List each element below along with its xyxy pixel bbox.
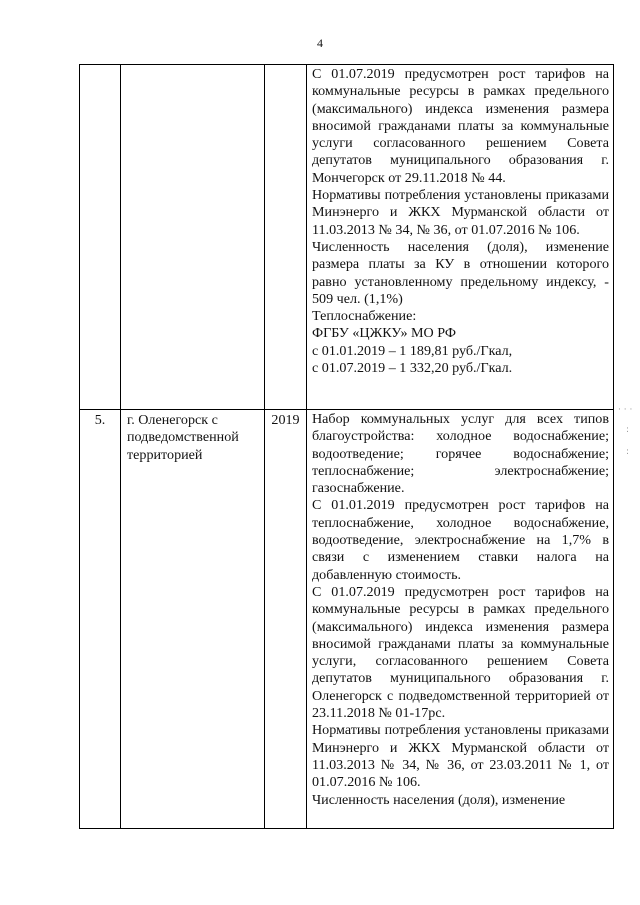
paragraph: с 01.01.2019 – 1 189,81 руб./Гкал, <box>312 342 513 359</box>
paragraph: Численность населения (доля), изменение размера платы за КУ в отношении которого равно установленному предельному индексу, - 509 чел. (1,1%) <box>312 238 609 307</box>
settlement-cell: г. Оленегорск с подведомственной территорией <box>121 410 265 829</box>
scan-mark: · · · <box>618 405 633 415</box>
scan-mark: : <box>626 425 630 435</box>
paragraph: Нормативы потребления установлены приказами Минэнерго и ЖКХ Мурманской области от 11.03.2013 № 34, № 36, от 01.07.2016 № 106. <box>312 187 609 238</box>
paragraph: С 01.07.2019 предусмотрен рост тарифов на коммунальные ресурсы в рамках предельного (максимального) индекса изменения размера вносимой гражданами платы за коммунальные услуги согласованного решением Совета депутатов муниципального образования г. Мончегорск от 29.11.2018 № 44. <box>312 66 609 186</box>
paragraph: Набор коммунальных услуг для всех типов благоустройства: холодное водоснабжение; водоотведение; горячее водоснабжение; теплоснабжение; электроснабжение; газоснабжение. <box>312 411 609 497</box>
scan-mark: : <box>626 447 630 457</box>
paragraph: С 01.01.2019 предусмотрен рост тарифов на теплоснабжение, холодное водоснабжение, водоотведение, электроснабжение на 1,7% в связи с изменением ставки налога на добавленную стоимость. <box>312 497 609 583</box>
table-row <box>80 65 614 410</box>
row-number-cell <box>80 65 121 410</box>
paragraph: Численность населения (доля), изменение <box>312 791 566 808</box>
paragraph: Теплоснабжение: <box>312 308 417 325</box>
year-cell: 2019 <box>265 410 307 829</box>
settlement-cell <box>121 65 265 410</box>
description-cell <box>307 410 614 829</box>
paragraph: Нормативы потребления установлены приказами Минэнерго и ЖКХ Мурманской области от 11.03.2013 № 34, № 36, от 23.03.2011 № 1, от 01.07.2016 № 106. <box>312 722 609 791</box>
page-number: 4 <box>317 36 323 50</box>
description-cell <box>307 65 614 410</box>
year-cell <box>265 65 307 410</box>
paragraph: с 01.07.2019 – 1 332,20 руб./Гкал. <box>312 360 513 377</box>
tariff-table <box>79 64 614 829</box>
paragraph: ФГБУ «ЦЖКУ» МО РФ <box>312 325 456 342</box>
paragraph: С 01.07.2019 предусмотрен рост тарифов на коммунальные ресурсы в рамках предельного (максимального) индекса изменения размера вносимой гражданами платы за коммунальные услуги, согласованного решением Совета депутатов муниципального образования г. Оленегорск с подведомственной территорией от 23.11.2018 № 01-17рс. <box>312 583 609 722</box>
row-number-cell: 5. <box>80 410 121 829</box>
table-row <box>80 410 614 829</box>
